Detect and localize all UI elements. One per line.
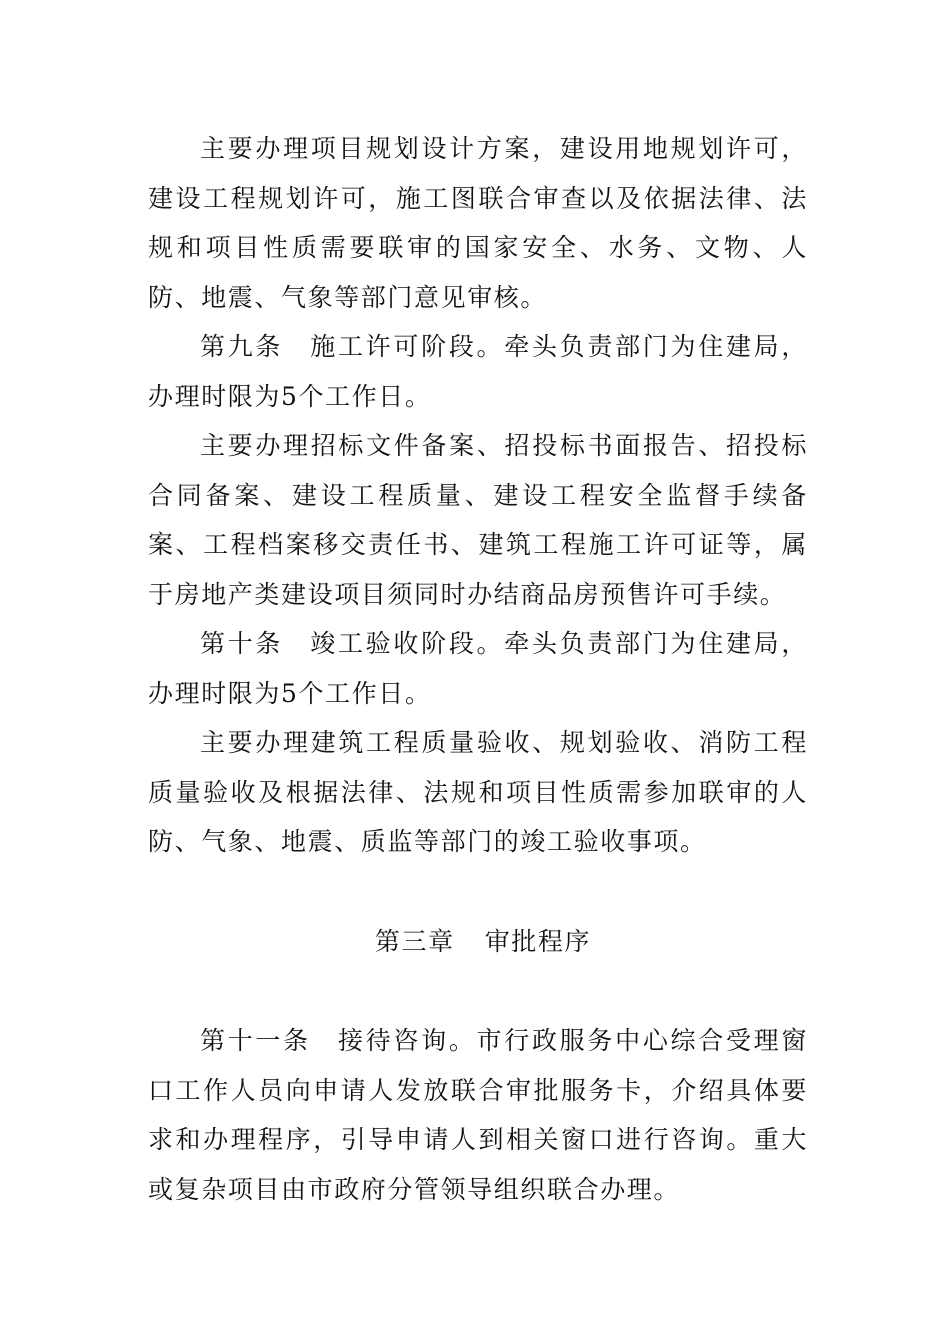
paragraph-text: 主要办理建筑工程质量验收、规划验收、消防工程质量验收及根据法律、法规和项目性质需参加联审的人防、气象、地震、质监等部门的竣工验收事项。 — [148, 728, 808, 856]
chapter-number: 第三章 — [374, 926, 455, 956]
chapter-title: 审批程序 — [484, 926, 592, 956]
paragraph-acceptance-content — [148, 718, 808, 867]
article-text: 竣工验收阶段。牵头负责部门为住建局，办理时限为5个工作日。 — [148, 629, 808, 708]
paragraph-text: 主要办理招标文件备案、招投标书面报告、招投标合同备案、建设工程质量、建设工程安全监督手续备案、工程档案移交责任书、建筑工程施工许可证等，属于房地产类建设项目须同时办结商品房预售许可手续。 — [148, 431, 808, 609]
article-text: 接待咨询。市行政服务中心综合受理窗口工作人员向申请人发放联合审批服务卡，介绍具体要求和办理程序，引导申请人到相关窗口进行咨询。重大或复杂项目由市政府分管领导组织联合办理。 — [148, 1026, 808, 1204]
article-10 — [148, 619, 808, 718]
article-text: 施工许可阶段。牵头负责部门为住建局，办理时限为5个工作日。 — [148, 332, 808, 411]
article-number: 第十一条 — [200, 1026, 311, 1055]
chapter-heading — [148, 917, 808, 967]
article-number: 第十条 — [200, 629, 284, 658]
spacer — [148, 867, 808, 917]
document-page — [148, 124, 808, 1214]
spacer — [148, 966, 808, 1016]
paragraph-stage-content — [148, 124, 808, 322]
paragraph-text: 主要办理项目规划设计方案，建设用地规划许可，建设工程规划许可，施工图联合审查以及依据法律、法规和项目性质需要联审的国家安全、水务、文物、人防、地震、气象等部门意见审核。 — [148, 134, 808, 312]
paragraph-construction-permit-content — [148, 421, 808, 619]
article-9 — [148, 322, 808, 421]
article-number: 第九条 — [200, 332, 284, 361]
article-11 — [148, 1016, 808, 1214]
